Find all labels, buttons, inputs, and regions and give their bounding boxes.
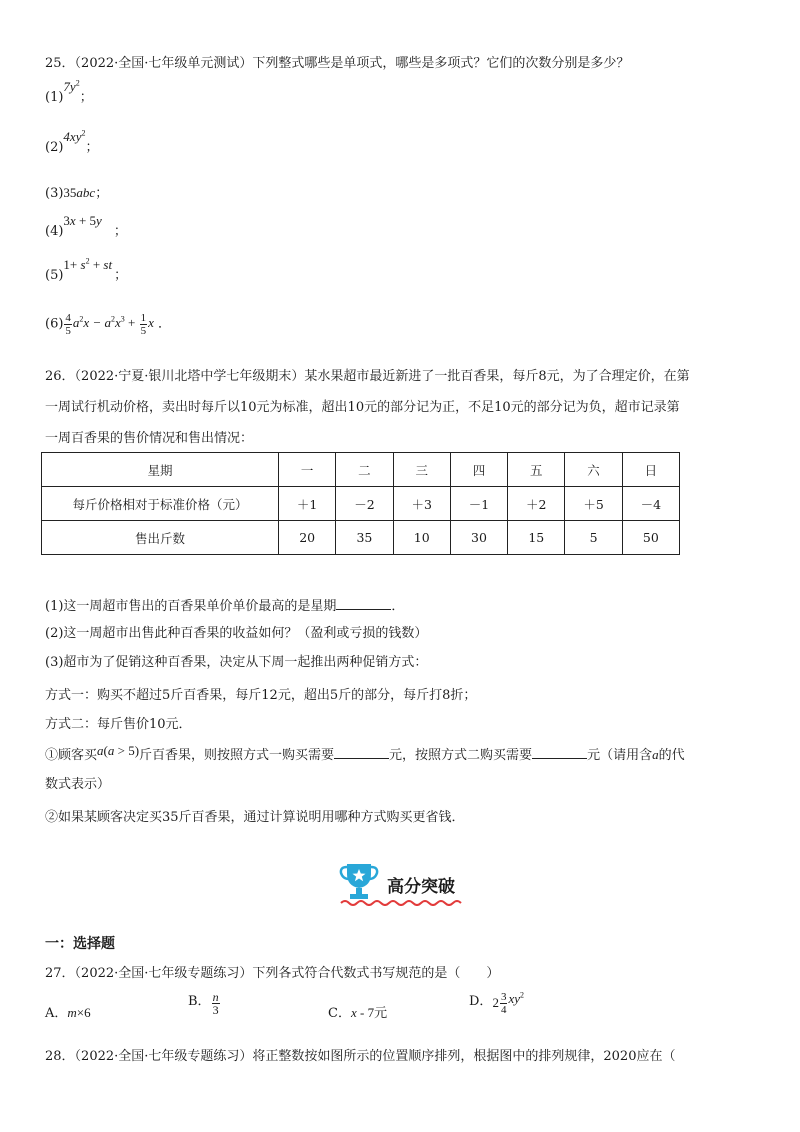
table-row xyxy=(42,453,680,487)
table-cell: 每斤价格相对于标准价格（元） xyxy=(42,487,279,521)
q26-stem-line1: 26．（2022·宁夏·银川北塔中学七年级期末）某水果超市最近新进了一批百香果，每斤8元，为了合理定价，在第 xyxy=(45,369,690,384)
table-cell: ＋3 xyxy=(393,487,450,521)
score-breakthrough-banner xyxy=(339,860,462,906)
table-cell: 35 xyxy=(336,521,393,555)
table-cell: ＋1 xyxy=(279,487,336,521)
table-cell: 30 xyxy=(450,521,507,555)
q26-sub2: ②如果某顾客决定买35斤百香果，通过计算说明用哪种方式购买更省钱． xyxy=(45,810,465,825)
table-cell: 50 xyxy=(622,521,679,555)
section-title: 一：选择题 xyxy=(45,936,115,952)
price-table xyxy=(41,452,680,555)
q26-part1: (1)这一周超市售出的百香果单价单价最高的是星期 ． xyxy=(45,599,405,614)
q26-part3: (3)超市为了促销这种百香果，决定从下周一起推出两种促销方式： xyxy=(45,655,428,670)
table-cell: ＋5 xyxy=(565,487,622,521)
table-cell: 六 xyxy=(565,453,622,487)
q27-option-a[interactable]: A．m×6 xyxy=(45,1005,91,1021)
q26-way1: 方式一：购买不超过5斤百香果，每斤12元，超出5斤的部分，每斤打8折； xyxy=(45,688,477,703)
table-cell: 10 xyxy=(393,521,450,555)
answer-blank[interactable] xyxy=(334,746,389,759)
answer-blank[interactable] xyxy=(532,746,587,759)
table-cell: 四 xyxy=(450,453,507,487)
table-cell: 售出斤数 xyxy=(42,521,279,555)
table-cell: 一 xyxy=(279,453,336,487)
table-cell: 星期 xyxy=(42,453,279,487)
q25-item-2: $(2)4xy^2$； xyxy=(45,128,99,155)
table-cell: ＋2 xyxy=(508,487,565,521)
table-cell: －2 xyxy=(336,487,393,521)
q25-item-4: (4)3x + 5y； xyxy=(45,213,127,239)
q26-stem-line3: 一周百香果的售价情况和售出情况： xyxy=(45,431,254,446)
q26-sub1-cont: 数式表示） xyxy=(45,777,111,792)
q27-stem: 27．（2022·全国·七年级专题练习）下列各式符合代数式书写规范的是（ ） xyxy=(45,966,500,981)
q27-option-d[interactable]: D．2 $\frac{3}{4}$ $xy^2$ xyxy=(469,990,524,1016)
q25-item-5: $(5)1+ s^2$ + st； xyxy=(45,256,128,283)
table-cell: 二 xyxy=(336,453,393,487)
q25-item-1: $(1)7y^2$； xyxy=(45,78,93,105)
table-cell: 20 xyxy=(279,521,336,555)
banner-title: 高分突破 xyxy=(387,877,455,897)
table-cell: －4 xyxy=(622,487,679,521)
table-cell: 日 xyxy=(622,453,679,487)
q26-sub1: ①顾客买a(a > 5)斤百香果，则按照方式一购买需要 元，按照方式二购买需要 元（请用含a的代 xyxy=(45,743,685,763)
q25-stem: 25．（2022·全国·七年级单元测试）下列整式哪些是单项式，哪些是多项式？它们的次数分别是多少？ xyxy=(45,56,630,71)
table-row xyxy=(42,487,680,521)
table-row xyxy=(42,521,680,555)
table-cell: 5 xyxy=(565,521,622,555)
q27-option-b[interactable]: B． $\frac{n}{3}$ xyxy=(188,990,219,1017)
q27-option-c[interactable]: C．x - 7元 xyxy=(328,1005,388,1021)
q26-part2: (2)这一周超市出售此种百香果的收益如何？（盈利或亏损的钱数） xyxy=(45,626,428,641)
table-cell: －1 xyxy=(450,487,507,521)
answer-blank[interactable] xyxy=(336,597,391,610)
table-cell: 三 xyxy=(393,453,450,487)
q25-item-3: (3)35abc； xyxy=(45,185,109,201)
q28-stem: 28．（2022·全国·七年级专题练习）将正整数按如图所示的位置顺序排列，根据图中的排列规律，2020应在（ xyxy=(45,1049,676,1064)
q26-stem-line2: 一周试行机动价格，卖出时每斤以10元为标准，超出10元的部分记为正，不足10元的部分记为负，超市记录第 xyxy=(45,400,680,415)
table-cell: 15 xyxy=(508,521,565,555)
q25-item-6: (6) $\frac{4}{5}$ $a^2x - a^2x^3$ + $\frac{1}{5}$ x ． xyxy=(45,312,172,337)
table-cell: 五 xyxy=(508,453,565,487)
q26-way2: 方式二：每斤售价10元． xyxy=(45,717,192,732)
